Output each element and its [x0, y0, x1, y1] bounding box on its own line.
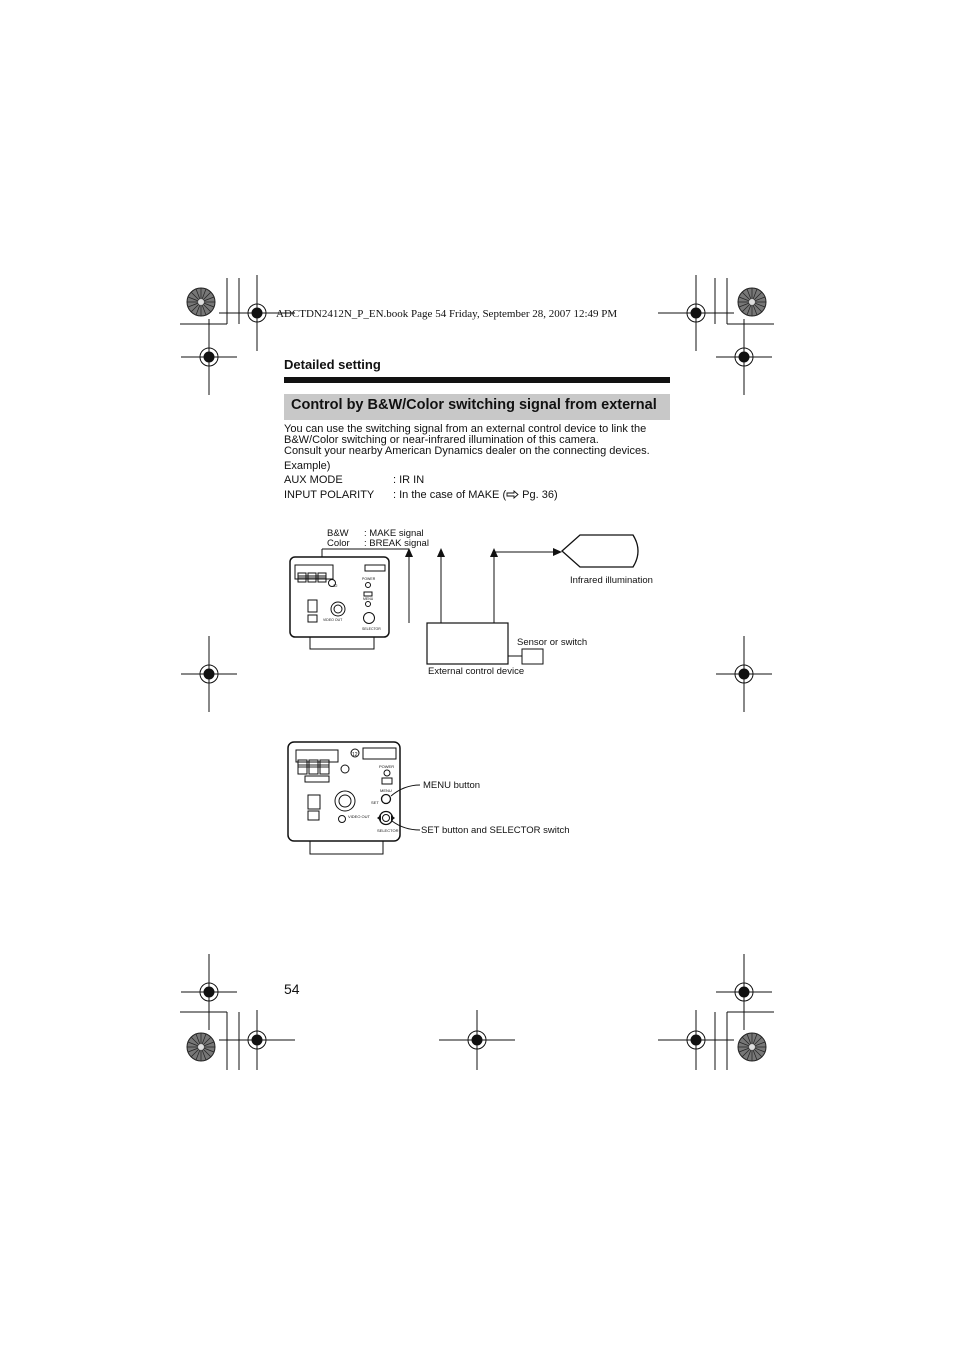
bw-signal: : MAKE signal [364, 528, 424, 539]
panel-menu-label: MENU [380, 788, 392, 793]
menu-button [382, 795, 391, 804]
panel-selector-label: SELECTOR [377, 828, 399, 833]
file-info-header: ADCTDN2412N_P_EN.book Page 54 Friday, September 28, 2007 12:49 PM [276, 308, 618, 320]
external-device-label: External control device [428, 666, 525, 677]
example-label: Example) [284, 460, 331, 472]
aux-mode-label: AUX MODE [284, 474, 343, 486]
input-polarity-label: INPUT POLARITY [284, 489, 375, 501]
polarity-value-prefix: : In the case of MAKE ( [393, 489, 507, 501]
body-line-2: B&W/Color switching or near-infrared illumination of this camera. [284, 434, 599, 446]
page-number: 54 [284, 981, 300, 997]
panel-base [310, 841, 383, 854]
color-signal: : BREAK signal [364, 538, 429, 549]
polarity-value-suffix: Pg. 36) [519, 489, 558, 501]
sensor-label: Sensor or switch [517, 637, 588, 648]
body-line-1: You can use the switching signal from an external control device to link the [284, 423, 647, 435]
camera-menu-label: MENU [363, 597, 374, 601]
color-label: Color [327, 538, 350, 549]
infrared-label: Infrared illumination [570, 575, 653, 586]
bw-label: B&W [327, 528, 349, 539]
panel-power-label: POWER [379, 764, 395, 769]
page-title: Control by B&W/Color switching signal from external [291, 397, 657, 413]
panel-badge: 12 [352, 752, 358, 758]
camera-video-out-label: VIDEO OUT [323, 618, 343, 622]
menu-button-label: MENU button [423, 780, 481, 791]
body-line-3: Consult your nearby American Dynamics dealer on the connecting devices. [284, 445, 650, 457]
panel-video-out-label: VIDEO OUT [348, 814, 371, 819]
panel-set-label: SET [371, 800, 379, 805]
camera-selector-label: SELECTOR [362, 627, 381, 631]
aux-mode-value: : IR IN [393, 474, 425, 486]
set-selector-label: SET button and SELECTOR switch [421, 825, 570, 836]
set-selector-switch [380, 812, 393, 825]
camera-badge: 12 [333, 583, 338, 588]
section-title: Detailed setting [284, 357, 381, 372]
camera-power-label: POWER [362, 577, 376, 581]
